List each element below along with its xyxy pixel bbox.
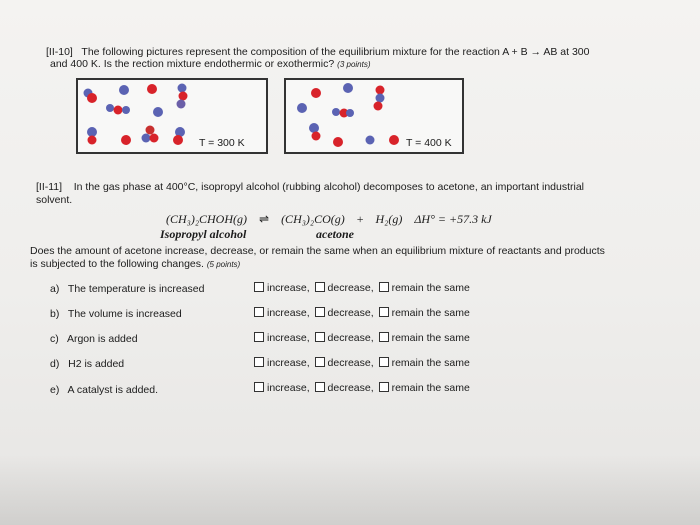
item-e <box>50 384 158 397</box>
checkbox-remain[interactable] <box>379 332 389 342</box>
atom-b <box>366 136 375 145</box>
option-increase: increase, <box>267 307 310 319</box>
checkbox-remain[interactable] <box>379 307 389 317</box>
checkbox-increase[interactable] <box>254 357 264 367</box>
checkbox-increase[interactable] <box>254 332 264 342</box>
atom-b <box>343 83 353 93</box>
checkbox-increase[interactable] <box>254 307 264 317</box>
label-400k: T = 400 K <box>406 137 452 149</box>
eq-product2: H₂(g) <box>375 212 403 226</box>
q1-number: [II-10] <box>46 46 73 58</box>
checkbox-remain[interactable] <box>379 357 389 367</box>
atom-a <box>173 135 183 145</box>
checkbox-decrease[interactable] <box>315 357 325 367</box>
options-row-a <box>254 282 472 295</box>
option-remain: remain the same <box>391 307 470 319</box>
q2-number: [II-11] <box>36 181 63 193</box>
checkbox-increase[interactable] <box>254 282 264 292</box>
option-increase: increase, <box>267 332 310 344</box>
item-a <box>50 283 204 296</box>
atom-b <box>153 107 163 117</box>
checkbox-decrease[interactable] <box>315 307 325 317</box>
option-decrease: decrease, <box>327 357 374 369</box>
q2-question2-row <box>30 258 240 271</box>
label-300k: T = 300 K <box>199 137 245 149</box>
item-letter: c) <box>50 333 59 345</box>
item-text: The temperature is increased <box>67 283 205 295</box>
atom-b <box>177 100 186 109</box>
checkbox-remain[interactable] <box>379 382 389 392</box>
q1-line1: The following pictures represent the composition of the equilibrium mixture for the reaction A + B → AB at 300 <box>81 46 590 58</box>
item-text: The volume is increased <box>67 308 182 320</box>
checkbox-decrease[interactable] <box>315 382 325 392</box>
option-remain: remain the same <box>391 382 470 394</box>
atom-a <box>376 86 385 95</box>
checkbox-decrease[interactable] <box>315 332 325 342</box>
option-remain: remain the same <box>391 282 470 294</box>
product-name: acetone <box>316 227 354 241</box>
q2-points: (5 points) <box>206 260 241 269</box>
q2-header <box>36 181 584 194</box>
item-letter: a) <box>50 283 60 295</box>
options-row-b <box>254 307 472 320</box>
q2-question2: is subjected to the following changes. <box>30 258 204 270</box>
option-decrease: decrease, <box>327 282 374 294</box>
checkbox-decrease[interactable] <box>315 282 325 292</box>
atom-a <box>374 102 383 111</box>
box-300k <box>76 78 268 154</box>
item-text: H2 is added <box>68 358 125 370</box>
item-letter: b) <box>50 308 60 320</box>
item-letter: e) <box>50 384 60 396</box>
atom-a <box>389 135 399 145</box>
atom-a <box>312 132 321 141</box>
atom-a <box>114 106 123 115</box>
atom-a <box>150 134 159 143</box>
option-decrease: decrease, <box>327 332 374 344</box>
atom-b <box>122 106 130 114</box>
option-remain: remain the same <box>391 332 470 344</box>
checkbox-remain[interactable] <box>379 282 389 292</box>
atom-b <box>178 84 187 93</box>
item-letter: d) <box>50 358 60 370</box>
atom-a <box>87 93 97 103</box>
options-row-d <box>254 357 472 370</box>
item-d <box>50 358 124 371</box>
eq-arrow: ⇌ <box>259 212 270 226</box>
atom-b <box>297 103 307 113</box>
eq-plus: + <box>356 212 364 226</box>
option-decrease: decrease, <box>327 382 374 394</box>
atom-b <box>142 134 151 143</box>
atom-b <box>309 123 319 133</box>
atom-a <box>179 92 188 101</box>
item-b <box>50 308 182 321</box>
reactant-name: Isopropyl alcohol <box>160 227 247 241</box>
options-row-e <box>254 382 472 395</box>
q1-points: (3 points) <box>337 60 371 69</box>
options-row-c <box>254 332 472 345</box>
q1-line2: and 400 K. Is the rection mixture endothermic or exothermic? <box>50 58 335 70</box>
q1-line2-row <box>50 58 371 71</box>
eq-product1: (CH₃)₂CO(g) <box>281 212 345 226</box>
atom-a <box>121 135 131 145</box>
atom-b <box>376 94 385 103</box>
option-increase: increase, <box>267 282 310 294</box>
option-remain: remain the same <box>391 357 470 369</box>
checkbox-increase[interactable] <box>254 382 264 392</box>
eq-reactant: (CH₃)₂CHOH(g) <box>166 212 247 226</box>
atom-b <box>106 104 114 112</box>
option-decrease: decrease, <box>327 307 374 319</box>
atom-a <box>88 136 97 145</box>
option-increase: increase, <box>267 382 310 394</box>
atom-b <box>346 109 354 117</box>
eq-enthalpy: ΔH° = +57.3 kJ <box>414 212 492 226</box>
atom-a <box>333 137 343 147</box>
atom-a <box>311 88 321 98</box>
item-text: A catalyst is added. <box>67 384 159 396</box>
atom-b <box>332 108 340 116</box>
item-c <box>50 333 138 346</box>
box-400k <box>284 78 464 154</box>
option-increase: increase, <box>267 357 310 369</box>
atom-b <box>119 85 129 95</box>
q2-line2: solvent. <box>36 194 73 206</box>
q2-question1: Does the amount of acetone increase, decrease, or remain the same when an equilibrium mixture of reactants and products <box>30 245 605 257</box>
atom-a <box>147 84 157 94</box>
equation <box>166 213 492 226</box>
atom-a <box>146 126 155 135</box>
q2-line1: In the gas phase at 400°C, isopropyl alcohol (rubbing alcohol) decomposes to acetone, an important industrial <box>73 181 585 193</box>
item-text: Argon is added <box>66 333 138 345</box>
page-shadow <box>0 455 700 525</box>
